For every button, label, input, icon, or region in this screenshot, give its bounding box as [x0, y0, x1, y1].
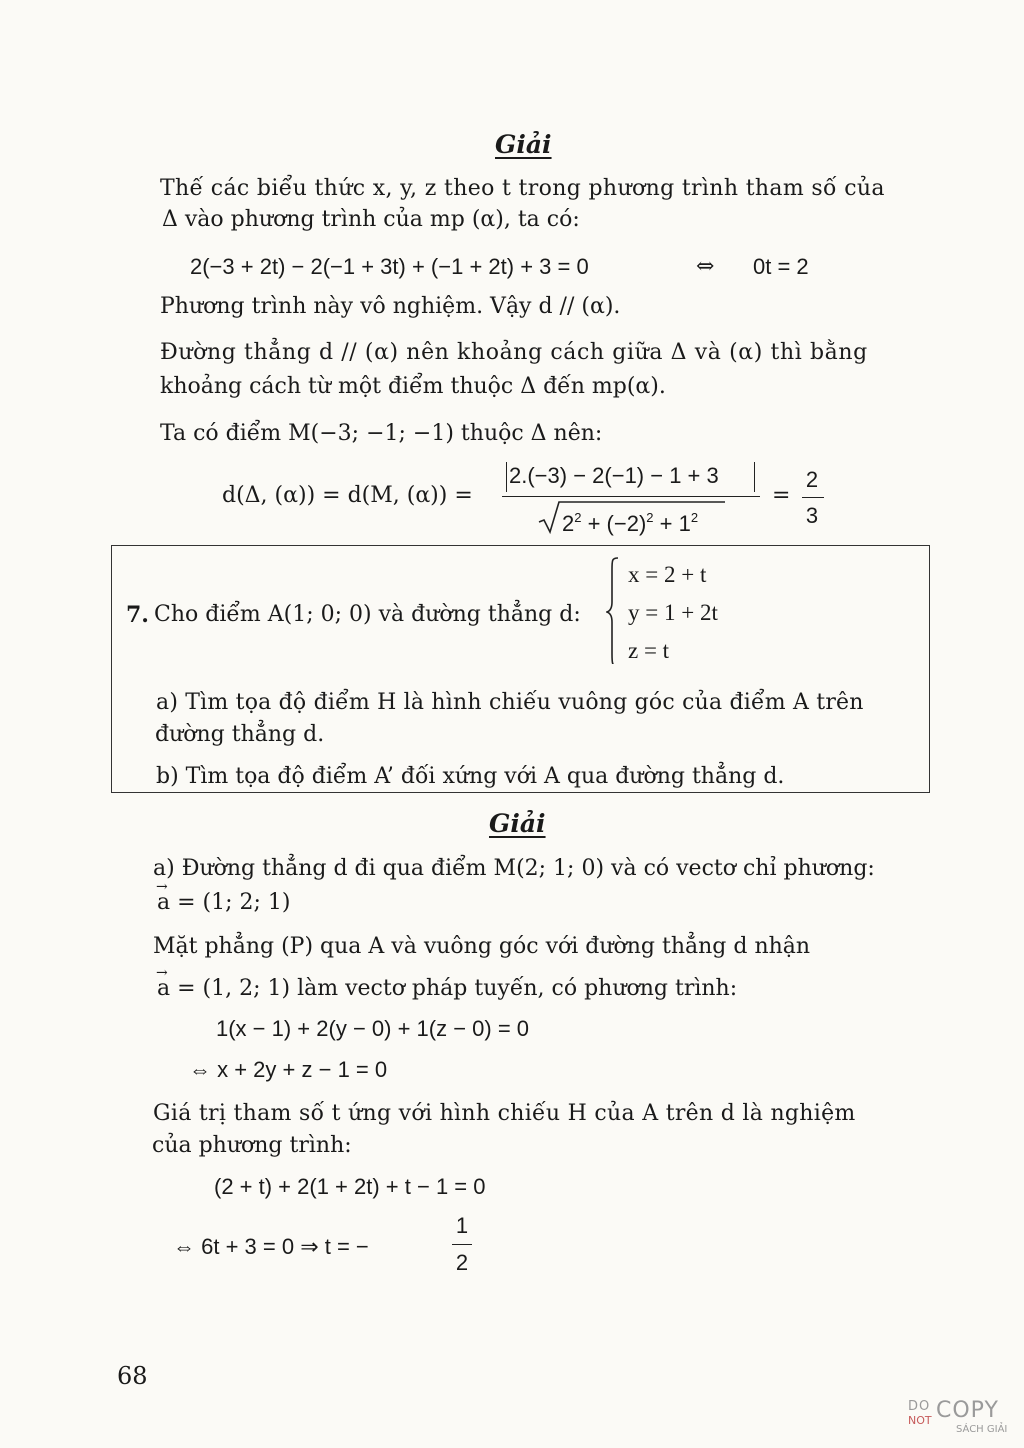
vector-arrow-icon: →: [156, 965, 168, 981]
equation-1-left: 2(−3 + 2t) − 2(−1 + 3t) + (−1 + 2t) + 3 = 0: [190, 254, 589, 279]
text-line: Giá trị tham số t ứng với hình chiếu H của A trên d là nghiệm: [153, 1101, 856, 1126]
result-numerator: 2: [805, 467, 819, 492]
problem-number: 7.: [126, 602, 149, 628]
watermark-logo: [906, 1396, 1016, 1442]
equivalence-symbol: ⇔: [696, 254, 715, 279]
text-line: a = (1, 2; 1) làm vectơ pháp tuyến, có phương trình:: [157, 976, 738, 1001]
logo-not: NOT: [908, 1414, 932, 1427]
exponent: 2: [690, 510, 699, 525]
result-denominator: 3: [805, 503, 819, 528]
text-line: Đường thẳng d // (α) nên khoảng cách giữa Δ và (α) thì bằng: [160, 340, 868, 365]
text-line: Phương trình này vô nghiệm. Vậy d // (α).: [160, 294, 621, 319]
parameter-solution: ⇔ 6t + 3 = 0 ⇒ t = −: [173, 1234, 369, 1259]
text-line: của phương trình:: [152, 1133, 352, 1158]
brace-icon: [606, 556, 618, 664]
exponent: 2: [574, 510, 582, 525]
problem-intro: Cho điểm A(1; 0; 0) và đường thẳng d:: [154, 602, 581, 627]
text-line: a = (1; 2; 1): [157, 890, 291, 915]
system-eq-z: z = t: [628, 638, 670, 663]
plane-equation: 1(x − 1) + 2(y − 0) + 1(z − 0) = 0: [216, 1016, 530, 1041]
text-line: Δ vào phương trình của mp (α), ta có:: [162, 207, 580, 232]
system-eq-y: y = 1 + 2t: [628, 600, 718, 625]
distance-numerator: 2.(−3) − 2(−1) − 1 + 3: [509, 463, 719, 488]
abs-bar-left: [506, 462, 507, 492]
text-line: a) Đường thẳng d đi qua điểm M(2; 1; 0) và có vectơ chỉ phương:: [153, 856, 875, 881]
den-term: 2: [562, 511, 575, 536]
exponent: 2: [646, 510, 654, 525]
t-denominator: 2: [455, 1250, 469, 1275]
equation-1-right: 0t = 2: [753, 254, 809, 279]
text-line: khoảng cách từ một điểm thuộc Δ đến mp(α).: [160, 374, 666, 399]
question-a-cont: đường thẳng d.: [155, 722, 325, 747]
abs-bar-right: [754, 462, 755, 492]
text-line: Ta có điểm M(−3; −1; −1) thuộc Δ nên:: [160, 421, 603, 446]
distance-denominator: [562, 504, 698, 538]
t-numerator: 1: [455, 1213, 469, 1238]
den-term: + 1: [653, 511, 691, 536]
equals-sign: =: [772, 483, 791, 508]
problem-7-box: [111, 545, 930, 793]
question-b: b) Tìm tọa độ điểm A’ đối xứng với A qua đường thẳng d.: [156, 764, 785, 789]
page-number: 68: [117, 1362, 148, 1390]
result-fraction-line: [802, 497, 824, 498]
solution-heading-2: Giải: [489, 809, 546, 838]
system-eq-x: x = 2 + t: [628, 562, 707, 587]
question-a: a) Tìm tọa độ điểm H là hình chiếu vuông góc của điểm A trên: [156, 690, 864, 715]
distance-expression: d(Δ, (α)) = d(M, (α)) =: [222, 483, 473, 508]
logo-sub: SÁCH GIẢI: [956, 1424, 1008, 1435]
plane-equation-simplified: ⇔ x + 2y + z − 1 = 0: [189, 1057, 388, 1082]
parameter-equation: (2 + t) + 2(1 + 2t) + t − 1 = 0: [214, 1174, 486, 1199]
fraction-line: [502, 496, 760, 497]
t-fraction-line: [452, 1244, 472, 1245]
text-line: Mặt phẳng (P) qua A và vuông góc với đường thẳng d nhận: [153, 934, 811, 959]
vector-arrow-icon: →: [156, 879, 168, 895]
logo-copy: COPY: [936, 1398, 999, 1423]
logo-do: DO: [908, 1399, 931, 1414]
text-line: Thế các biểu thức x, y, z theo t trong phương trình tham số của: [160, 176, 885, 201]
den-term: + (−2): [581, 511, 647, 536]
solution-heading-1: Giải: [495, 130, 552, 159]
